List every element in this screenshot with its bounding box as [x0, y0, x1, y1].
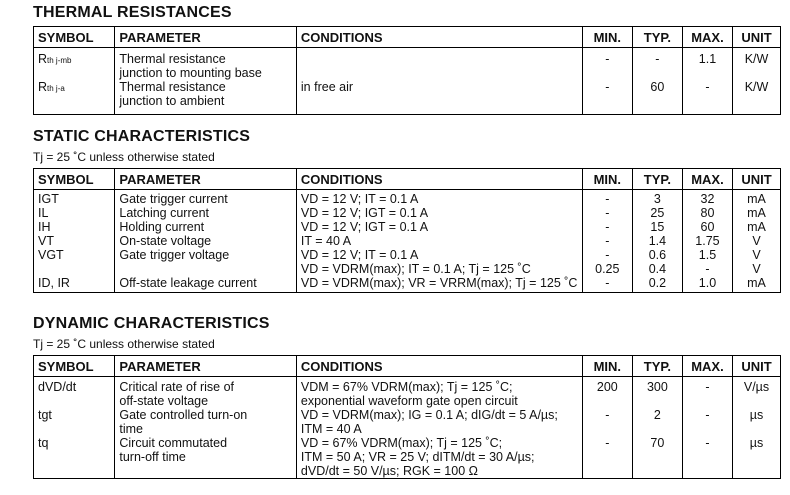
col-typ: TYP. [632, 169, 682, 190]
thermal-table [33, 26, 781, 115]
typ-cell: 60 [632, 80, 682, 114]
table-row [34, 190, 781, 293]
table-row [34, 436, 781, 479]
unit-cell: µs [733, 436, 781, 479]
conditions-cell: VD = 12 V; IT = 0.1 A VD = 12 V; IGT = 0.1 A VD = 12 V; IGT = 0.1 A IT = 40 A VD = 12 V; IT = 0.1 A VD = VDRM(max); IT = 0.1 A; Tj = 125 ˚C VD = VDRM(max); VR = VRRM(max); Tj = 125 ˚C [296, 190, 582, 293]
max-cell: - [682, 436, 732, 479]
unit-cell: V/µs [733, 377, 781, 409]
min-cell: - [582, 48, 632, 81]
symbol-cell: dVD/dt [34, 377, 115, 409]
typ-cell: - [632, 48, 682, 81]
min-cell: - [582, 436, 632, 479]
static-note: Tj = 25 ˚C unless otherwise stated [33, 150, 215, 164]
min-cell: - [582, 80, 632, 114]
symbol-cell: tgt [34, 408, 115, 436]
col-typ: TYP. [632, 27, 682, 48]
col-min: MIN. [582, 356, 632, 377]
conditions-cell: VD = 67% VDRM(max); Tj = 125 ˚C; ITM = 50 A; VR = 25 V; dITM/dt = 30 A/µs; dVD/dt = 50 V/µs; RGK = 100 Ω [296, 436, 582, 479]
col-max: MAX. [682, 356, 732, 377]
dynamic-title: DYNAMIC CHARACTERISTICS [33, 315, 270, 332]
max-cell: - [682, 408, 732, 436]
parameter-cell: Thermal resistance junction to mounting base [115, 48, 297, 81]
min-cell: 200 [582, 377, 632, 409]
col-max: MAX. [682, 169, 732, 190]
symbol-cell: IGT IL IH VT VGT ID, IR [34, 190, 115, 293]
max-cell: 32 80 60 1.75 1.5 - 1.0 [682, 190, 732, 293]
dynamic-table [33, 355, 781, 479]
parameter-cell: Critical rate of rise of off-state voltage [115, 377, 297, 409]
conditions-cell [296, 48, 582, 81]
col-unit: UNIT [733, 169, 781, 190]
table-row [34, 408, 781, 436]
col-conditions: CONDITIONS [296, 27, 582, 48]
col-parameter: PARAMETER [115, 356, 297, 377]
static-table [33, 168, 781, 293]
col-symbol: SYMBOL [34, 356, 115, 377]
parameter-cell: Circuit commutated turn-off time [115, 436, 297, 479]
thermal-title: THERMAL RESISTANCES [33, 4, 232, 21]
conditions-cell: VD = VDRM(max); IG = 0.1 A; dIG/dt = 5 A/µs; ITM = 40 A [296, 408, 582, 436]
min-cell: - - - - - 0.25 - [582, 190, 632, 293]
symbol-cell: Rth j-mb [34, 48, 115, 81]
symbol-cell: tq [34, 436, 115, 479]
col-symbol: SYMBOL [34, 169, 115, 190]
table-row [34, 377, 781, 409]
col-unit: UNIT [733, 356, 781, 377]
col-parameter: PARAMETER [115, 27, 297, 48]
min-cell: - [582, 408, 632, 436]
parameter-cell: Thermal resistance junction to ambient [115, 80, 297, 114]
unit-cell: K/W [733, 80, 781, 114]
conditions-cell: in free air [296, 80, 582, 114]
max-cell: 1.1 [682, 48, 732, 81]
col-conditions: CONDITIONS [296, 356, 582, 377]
typ-cell: 70 [632, 436, 682, 479]
col-parameter: PARAMETER [115, 169, 297, 190]
static-title: STATIC CHARACTERISTICS [33, 128, 251, 145]
typ-cell: 3 25 15 1.4 0.6 0.4 0.2 [632, 190, 682, 293]
symbol-cell: Rth j-a [34, 80, 115, 114]
parameter-cell: Gate trigger current Latching current Holding current On-state voltage Gate trigger voltage Off-state leakage current [115, 190, 297, 293]
table-row [34, 80, 781, 114]
col-unit: UNIT [733, 27, 781, 48]
col-max: MAX. [682, 27, 732, 48]
unit-cell: µs [733, 408, 781, 436]
col-typ: TYP. [632, 356, 682, 377]
unit-cell: mA mA mA V V V mA [733, 190, 781, 293]
max-cell: - [682, 377, 732, 409]
conditions-cell: VDM = 67% VDRM(max); Tj = 125 ˚C; exponential waveform gate open circuit [296, 377, 582, 409]
typ-cell: 300 [632, 377, 682, 409]
typ-cell: 2 [632, 408, 682, 436]
parameter-cell: Gate controlled turn-on time [115, 408, 297, 436]
col-symbol: SYMBOL [34, 27, 115, 48]
unit-cell: K/W [733, 48, 781, 81]
table-row [34, 48, 781, 81]
dynamic-note: Tj = 25 ˚C unless otherwise stated [33, 337, 215, 351]
col-min: MIN. [582, 169, 632, 190]
col-min: MIN. [582, 27, 632, 48]
col-conditions: CONDITIONS [296, 169, 582, 190]
max-cell: - [682, 80, 732, 114]
